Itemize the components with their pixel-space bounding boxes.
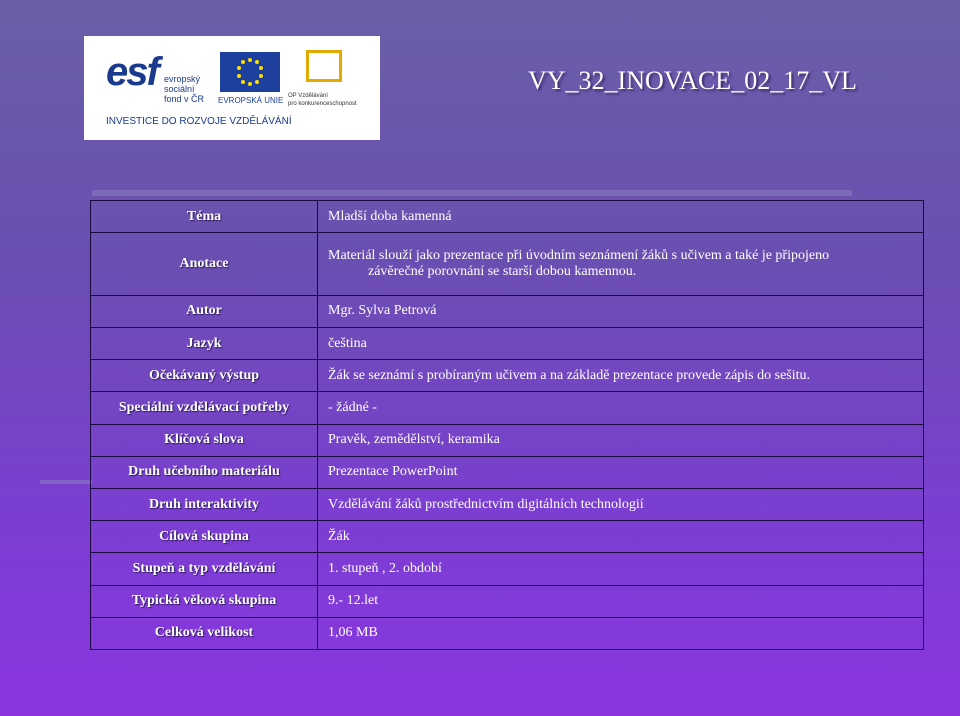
row-label: Speciální vzdělávací potřeby [91,392,318,424]
row-value: 1. stupeň , 2. období [318,553,924,585]
op-logo-text: OP Vzdělávání pro konkurenceschopnost [288,93,357,107]
decorative-line [40,480,92,484]
row-value: Mgr. Sylva Petrová [318,295,924,327]
esf-logo: esf [106,50,158,94]
table-row [91,327,924,359]
document-code: VY_32_INOVACE_02_17_VL [528,66,857,95]
row-label: Stupeň a typ vzdělávání [91,553,318,585]
table-row [91,233,924,296]
decorative-line [92,190,852,196]
row-value [318,233,924,296]
logo-footer-text: INVESTICE DO ROZVOJE VZDĚLÁVÁNÍ [106,116,292,127]
table-row [91,424,924,456]
metadata-table [90,200,924,650]
row-label: Autor [91,295,318,327]
row-label: Téma [91,201,318,233]
row-value: Žák [318,521,924,553]
row-value: Vzdělávání žáků prostřednictvím digitálních technologií [318,488,924,520]
table-row [91,521,924,553]
row-label: Očekávaný výstup [91,360,318,392]
row-label: Typická věková skupina [91,585,318,617]
row-value: Žák se seznámí s probíraným učivem a na základě prezentace provede zápis do sešitu. [318,360,924,392]
table-row [91,392,924,424]
eu-flag-icon [220,52,280,92]
row-value: čeština [318,327,924,359]
row-value: 9.- 12.let [318,585,924,617]
row-label: Anotace [91,233,318,296]
table-row [91,456,924,488]
row-value: 1,06 MB [318,617,924,649]
table-row [91,553,924,585]
row-label: Cílová skupina [91,521,318,553]
op-logo-icon [306,50,342,82]
row-label: Druh učebního materiálu [91,456,318,488]
row-value: Mladší doba kamenná [318,201,924,233]
table-row [91,295,924,327]
row-value: Pravěk, zemědělství, keramika [318,424,924,456]
row-value-line: Materiál slouží jako prezentace při úvodním seznámení žáků s učivem a také je připojeno [328,247,830,263]
row-label: Druh interaktivity [91,488,318,520]
table-row [91,488,924,520]
row-label: Jazyk [91,327,318,359]
project-logo-banner [84,36,380,140]
table-row [91,617,924,649]
row-value: Prezentace PowerPoint [318,456,924,488]
row-value: - žádné - [318,392,924,424]
row-label: Celková velikost [91,617,318,649]
eu-label: EVROPSKÁ UNIE [218,96,284,105]
table-row [91,201,924,233]
esf-logo-text: evropský sociální fond v ČR [164,74,205,104]
table-row [91,360,924,392]
table-row [91,585,924,617]
row-value-line: závěrečné porovnání se starší dobou kamennou. [368,263,637,279]
row-label: Klíčová slova [91,424,318,456]
